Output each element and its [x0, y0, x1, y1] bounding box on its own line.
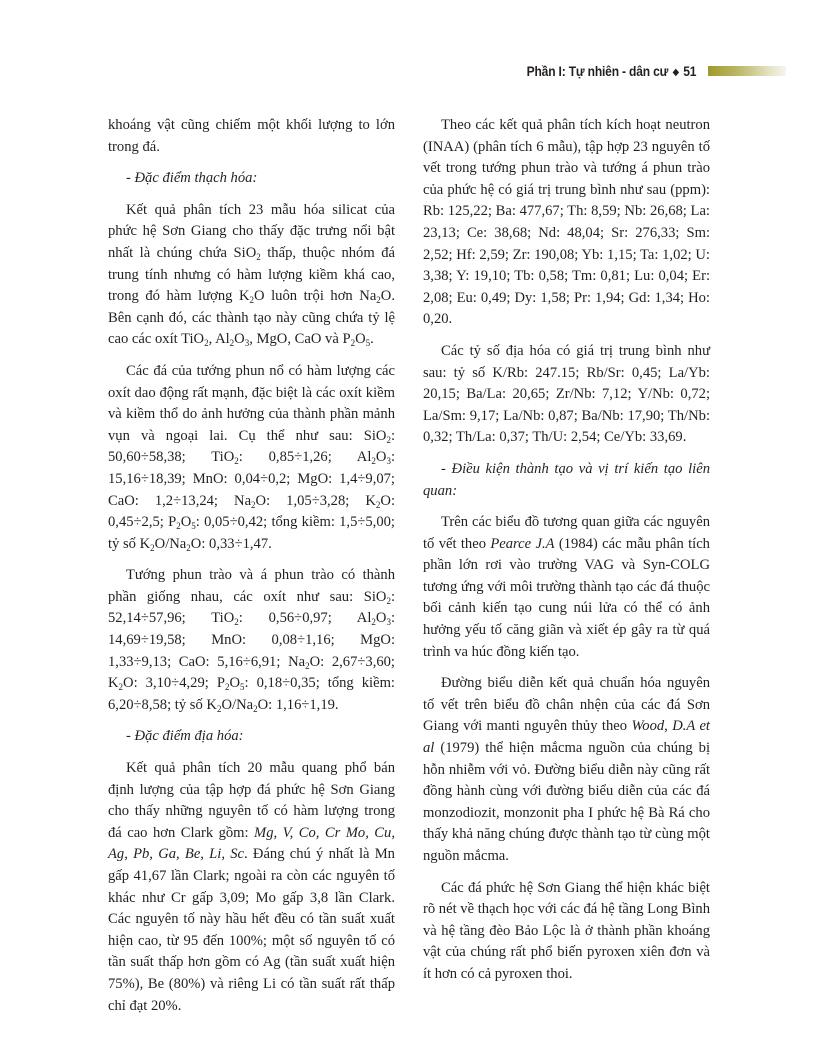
text-run: O. Bên cạnh đó, các thành tạo này cũng chứa tỷ lệ cao các oxít TiO	[108, 288, 395, 348]
text-run: O	[234, 331, 245, 348]
section-heading: - Điều kiện thành tạo và vị trí kiến tạo liên quan:	[423, 460, 710, 499]
text-run: : 0,85÷1,26; Al	[238, 449, 372, 466]
text-run: O	[180, 514, 192, 531]
subscript: 2	[256, 251, 261, 262]
section-title: Phần I: Tự nhiên - dân cư	[526, 63, 668, 79]
paragraph: Các đá phức hệ Sơn Giang thể hiện khác biệt rõ nét về thạch học với các đá hệ tầng Long Bình và hệ tầng đèo Bảo Lộc là ở thành phần khoáng vật của chúng rất phổ biến pyroxen xiên đơn và ít hơn có cả pyroxen thoi.	[423, 879, 710, 982]
running-header	[0, 60, 816, 82]
subscript: 2	[216, 703, 222, 714]
text-run: O: 0,33÷1,47.	[190, 535, 272, 552]
paragraph: khoáng vật cũng chiếm một khối lượng to lớn trong đá.	[108, 117, 395, 155]
subscript: 2	[249, 295, 255, 306]
text-run: O/Na	[221, 696, 254, 713]
text-run: O	[375, 449, 387, 466]
text-run: O: 1,05÷3,28; K	[255, 492, 376, 509]
subscript: 2	[234, 617, 239, 628]
subscript: 2	[371, 456, 376, 467]
text-run: : 52,14÷57,96; TiO	[108, 588, 395, 627]
subscript: 2	[186, 542, 191, 553]
text-run: O: 0,45÷2,5; P	[108, 492, 395, 531]
text-run: O/Na	[154, 535, 187, 552]
text-run: : 0,56÷0,97; Al	[238, 610, 372, 627]
paragraph	[108, 758, 395, 1017]
element-list: Mg, V, Co, Cr Mo, Cu, Ag, Pb, Ga, Be, Li, Sc	[108, 824, 395, 863]
subscript: 2	[305, 660, 310, 671]
subscript: 2	[386, 595, 391, 606]
subscript: 2	[229, 338, 235, 349]
subscript: 2	[253, 703, 258, 714]
text-run: .	[370, 331, 374, 348]
text-run: Tướng phun trào và á phun trào có thành phần giống nhau, các oxít như sau: SiO	[108, 567, 395, 605]
paragraph	[108, 361, 395, 555]
text-run: O: 3,10÷4,29; P	[123, 675, 225, 692]
text-run: : 50,60÷58,38; TiO	[108, 427, 395, 466]
text-run: , MgO, CaO và P	[249, 331, 351, 348]
subscript: 5	[191, 521, 196, 532]
text-run: O: 2,67÷3,60; K	[108, 653, 395, 692]
subscript: 2	[234, 456, 239, 467]
section-heading: - Đặc điểm địa hóa:	[126, 728, 244, 745]
text-run: Kết quả phân tích 20 mẫu quang phổ bán định lượng của tập hợp đá phức hệ Sơn Giang cho thấy những nguyên tố có hàm lượng trong đá cao hơn Clark gồm:	[108, 760, 395, 841]
left-column	[108, 115, 395, 1027]
subscript: 2	[386, 434, 391, 445]
right-column	[423, 115, 710, 996]
section-heading: - Đặc điểm thạch hóa:	[126, 170, 258, 187]
text-run: O	[375, 610, 387, 627]
paragraph	[423, 673, 710, 867]
subscript: 3	[244, 338, 250, 349]
text-run: . Đáng chú ý nhất là Mn gấp 41,67 lần Clark; ngoài ra còn các nguyên tố khác như Cr gấp 3,09; Mo gấp 3,8 lần Clark. Các nguyên tố này hầu hết đều có tần suất xuất hiện cao, từ 95 đến 100%; một số nguyên tố có tần suất thấp hơn gồm có Ag (tần suất xuất hiện 75%), Be (80%) và riêng Li có tần suất rất thấp chỉ đạt 20%.	[108, 846, 395, 1014]
subscript: 3	[386, 456, 391, 467]
citation: Pearce J.A	[490, 535, 555, 552]
text-run: O: 1,16÷1,19.	[257, 696, 339, 713]
text-run: : 0,05÷0,42; tổng kiềm: 1,5÷5,00; tỷ số K	[108, 514, 395, 552]
page-number: 51	[682, 63, 696, 79]
subscript: 2	[150, 542, 155, 553]
text-run: O	[355, 331, 366, 348]
text-run: O	[229, 675, 241, 692]
paragraph	[108, 565, 395, 716]
header-accent-bar	[708, 66, 786, 76]
paragraph	[423, 512, 710, 663]
subscript: 2	[176, 521, 181, 532]
subscript: 2	[251, 499, 256, 510]
text-run: thấp, thuộc nhóm đá trung tính nhưng có hàm lượng kiềm khá cao, trong đó hàm lượng K	[108, 244, 395, 305]
subscript: 2	[376, 295, 381, 306]
text-run: Các đá của tướng phun nổ có hàm lượng các oxít dao động rất mạnh, đặc biệt là các oxít kiềm và kiềm thổ do ảnh hưởng của thành phần mảnh vụn và ngoại lai. Cụ thể như sau: SiO	[108, 362, 395, 444]
text-run: O luôn trội hơn Na	[254, 288, 377, 305]
subscript: 2	[204, 338, 209, 349]
text-run: (1984) các mẫu phân tích phần lớn rơi vào trường VAG và Syn-COLG tương ứng với môi trường thành tạo các đá thuộc bối cảnh kiến tạo cung núi lửa có thể có ảnh hưởng yếu tố căng giãn và xiết ép gây ra từ quá trình va húc đồng kiến tạo.	[423, 535, 710, 660]
diamond-icon: ◆	[672, 67, 679, 78]
paragraph	[108, 200, 395, 351]
text-run: (1979) thể hiện mắcma nguồn của chúng bị hỗn nhiễm với vỏ. Đường biểu diễn này cũng rất đồng hành cùng với đường biểu diễn của các đá monzodiozit, monzonit pha I phức hệ Bà Rá cho thấy khả năng chúng được thành tạo từ cùng một nguồn mắcma.	[423, 740, 710, 864]
header-title	[526, 60, 696, 85]
subscript: 2	[224, 682, 230, 693]
text-run: : 15,16÷18,39; MnO: 0,04÷0,2; MgO: 1,4÷9,07; CaO: 1,2÷13,24; Na	[108, 449, 395, 509]
subscript: 5	[240, 682, 245, 693]
text-run: Kết quả phân tích 23 mẫu hóa silicat của phức hệ Sơn Giang cho thấy đặc trưng nổi bật nhất là chúng chứa SiO	[108, 201, 395, 261]
text-run: , Al	[208, 331, 230, 348]
paragraph: Các tỷ số địa hóa có giá trị trung bình như sau: tỷ số K/Rb: 247.15; Rb/Sr: 0,45; La/Yb: 20,15; Ba/La: 20,65; Zr/Nb: 7,12; Y/Nb: 0,72; La/Sm: 9,17; La/Nb: 0,87; Ba/Nb: 17,90; Th/Nb: 0,32; Th/La: 0,37; Th/U: 2,54; Ce/Yb: 33,69.	[423, 342, 710, 446]
subscript: 2	[371, 617, 376, 628]
subscript: 2	[375, 499, 381, 510]
paragraph: Theo các kết quả phân tích kích hoạt neutron (INAA) (phân tích 6 mẫu), tập hợp 23 nguyên tố vết trong tướng phun trào và tướng á phun trào của phức hệ có giá trị trung bình như sau (ppm): Rb: 125,22; Ba: 477,67; Th: 8,59; Nb: 26,68; La: 23,13; Ce: 38,68; Nd: 48,04; Sr: 276,33; Sm: 2,52; Hf: 2,59; Zr: 190,08; Yb: 1,15; Ta: 1,02; U: 3,38; Y: 19,10; Tb: 0,58; Tm: 0,81; Lu: 0,04; Er: 2,08; Eu: 0,49; Dy: 1,58; Pr: 1,94; Gd: 1,34; Ho: 0,20.	[423, 117, 710, 328]
subscript: 5	[365, 338, 371, 349]
subscript: 3	[386, 617, 391, 628]
subscript: 2	[118, 682, 124, 693]
subscript: 2	[350, 338, 356, 349]
citation: Wood, D.A et al	[423, 718, 710, 757]
text-run: : 0,18÷0,35; tổng kiềm: 6,20÷8,58; tỷ số K	[108, 675, 395, 713]
text-run: Đường biểu diễn kết quả chuẩn hóa nguyên tố vết trên biểu đồ chân nhện của các đá Sơn Giang với manti nguyên thủy theo	[423, 675, 710, 735]
text-run: : 14,69÷19,58; MnO: 0,08÷1,16; MgO: 1,33÷9,13; CaO: 5,16÷6,91; Na	[108, 610, 395, 670]
text-run: Trên các biểu đồ tương quan giữa các nguyên tố vết theo	[423, 514, 710, 552]
